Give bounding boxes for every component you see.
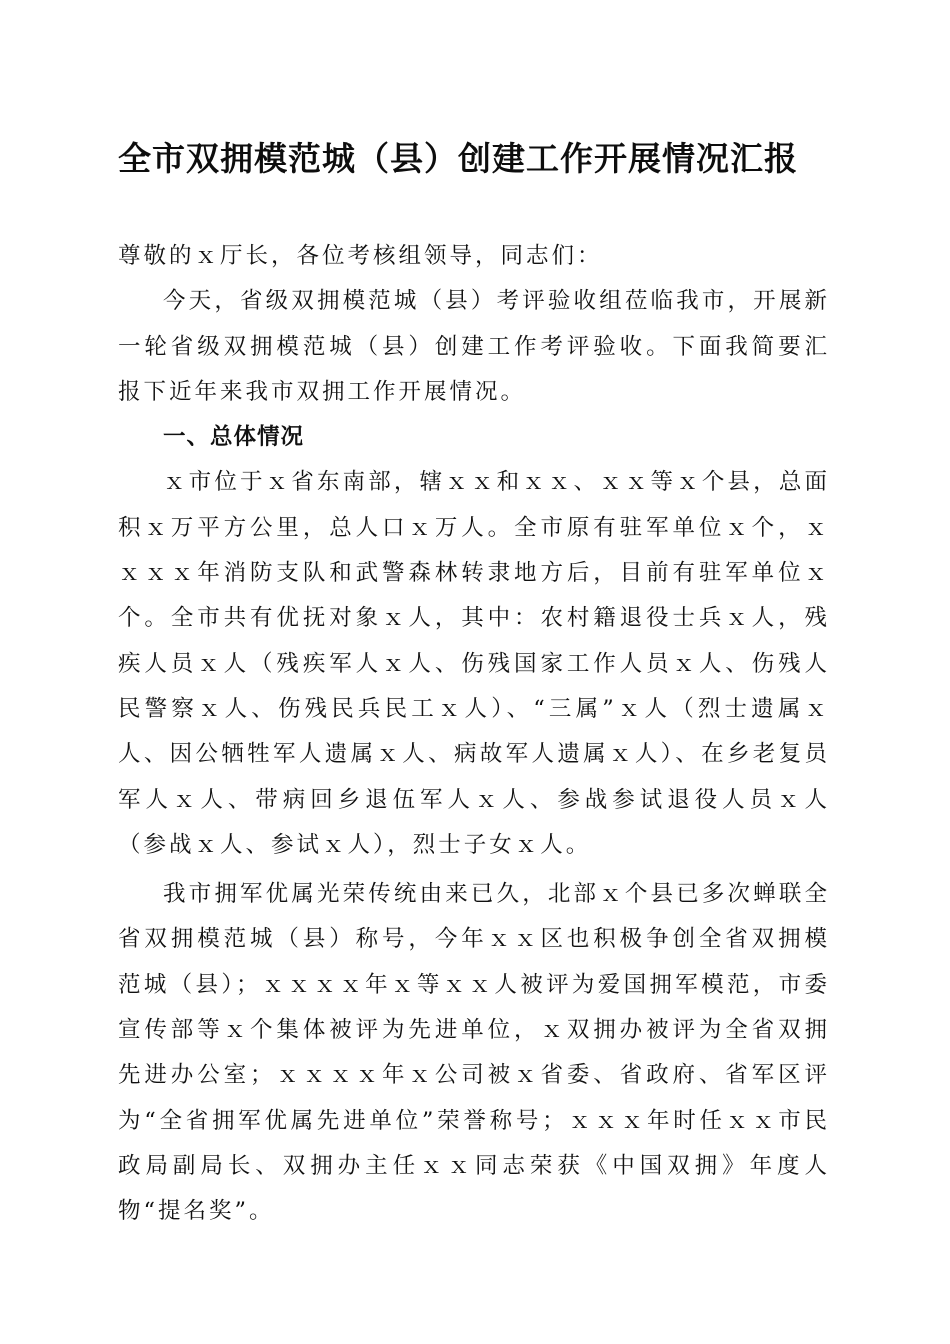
salutation: 尊敬的ｘ厅长，各位考核组领导，同志们： bbox=[118, 243, 603, 269]
intro-paragraph: 今天，省级双拥模范城（县）考评验收组莅临我市，开展新一轮省级双拥模范城（县）创建工作考评验收。下面我简要汇报下近年来我市双拥工作开展情况。 bbox=[118, 288, 830, 405]
overview-paragraph-2: 我市拥军优属光荣传统由来已久，北部ｘ个县已多次蝉联全省双拥模范城（县）称号，今年ｘｘ区也积极争创全省双拥模范城（县）；ｘｘｘｘ年ｘ等ｘｘ人被评为爱国拥军模范，市委宣传部等ｘ个集体被评为先进单位，ｘ双拥办被评为全省双拥先进办公室；ｘｘｘｘ年ｘ公司被ｘ省委、省政府、省军区评为“全省拥军优属先进单位”荣誉称号；ｘｘｘ年时任ｘｘ市民政局副局长、双拥办主任ｘｘ同志荣获《中国双拥》年度人物“提名奖”。 bbox=[118, 881, 830, 1225]
section-heading-overview: 一、总体情况 bbox=[163, 424, 305, 451]
overview-paragraph-1: ｘ市位于ｘ省东南部，辖ｘｘ和ｘｘ、ｘｘ等ｘ个县，总面积ｘ万平方公里，总人口ｘ万人。全市原有驻军单位ｘ个，ｘｘｘｘ年消防支队和武警森林转隶地方后，目前有驻军单位ｘ个。全市共有优抚对象ｘ人，其中：农村籍退役士兵ｘ人，残疾人员ｘ人（残疾军人ｘ人、伤残国家工作人员ｘ人、伤残人民警察ｘ人、伤残民兵民工ｘ人）、“三属”ｘ人（烈士遗属ｘ人、因公牺牲军人遗属ｘ人、病故军人遗属ｘ人）、在乡老复员军人ｘ人、带病回乡退伍军人ｘ人、参战参试退役人员ｘ人（参战ｘ人、参试ｘ人），烈士子女ｘ人。 bbox=[118, 469, 830, 858]
document-body bbox=[118, 234, 830, 1235]
document-title: 全市双拥模范城（县）创建工作开展情况汇报 bbox=[118, 139, 798, 178]
